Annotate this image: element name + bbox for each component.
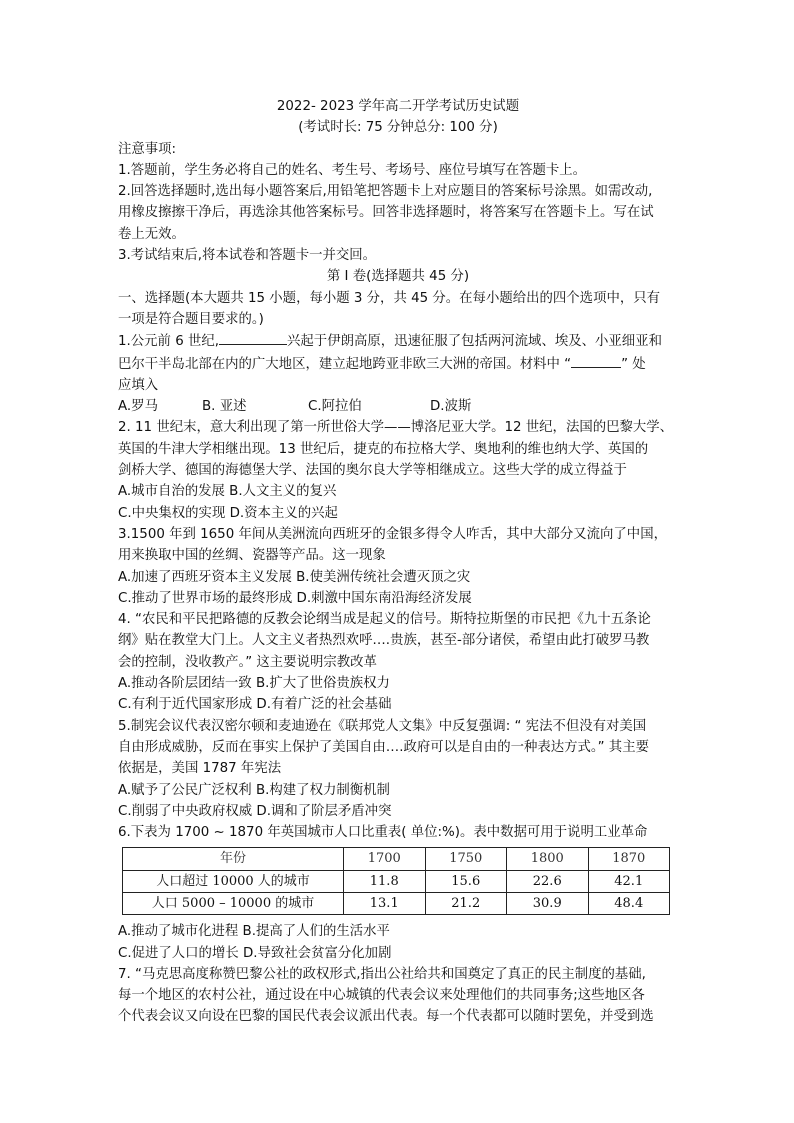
table-row <box>123 870 670 892</box>
question-1-line <box>118 330 678 352</box>
question-2-line: 剑桥大学、德国的海德堡大学、法国的奥尔良大学等相继成立。这些大学的成立得益于 <box>118 463 627 479</box>
question-5-line: 5.制宪会议代表汉密尔顿和麦迪逊在《联邦党人文集》中反复强调: “ 宪法不但没有对美国 <box>118 718 647 734</box>
question-4-options: C.有利于近代国家形成 D.有着广泛的社会基础 <box>118 697 392 713</box>
option-a: A.罗马 <box>118 399 158 415</box>
notice-line: 3.考试结束后,将本试卷和答题卡一并交回。 <box>118 248 377 264</box>
table-cell: 42.1 <box>588 870 670 892</box>
question-5-options: C.削弱了中央政府权威 D.调和了阶层矛盾冲突 <box>118 803 392 819</box>
question-3-options: C.推动了世界市场的最终形成 D.刺激中国东南沿海经济发展 <box>118 590 472 606</box>
question-6-options: C.促进了人口的增长 D.导致社会贫富分化加剧 <box>118 945 392 961</box>
option-d: D.波斯 <box>430 399 472 415</box>
answer-blank <box>219 330 287 345</box>
question-4-line: 4. “农民和平民把路德的反教会论纲当成是起义的信号。斯特拉斯堡的市民把《九十五条论 <box>118 612 651 628</box>
notice-line: 卷上无效。 <box>118 226 185 242</box>
question-5-line: 自由形成威胁，反而在事实上保护了美国自由….政府可以是自由的一种表达方式。” 其主要 <box>118 739 649 755</box>
table-header-cell: 1700 <box>344 848 426 870</box>
option-c: C.阿拉伯 <box>308 399 362 415</box>
table-cell: 人口 5000 – 10000 的城市 <box>123 892 344 914</box>
table-cell: 48.4 <box>588 892 670 914</box>
table-cell: 13.1 <box>344 892 426 914</box>
question-2-line: 2. 11 世纪末，意大利出现了第一所世俗大学——博洛尼亚大学。12 世纪，法国的巴黎大学、 <box>118 420 674 436</box>
question-text: 兴起于伊朗高原，迅速征服了包括两河流域、埃及、小亚细亚和 <box>287 334 662 350</box>
table-header-cell: 1800 <box>507 848 589 870</box>
population-table <box>122 847 670 915</box>
notice-line: 1.答题前，学生务必将自己的姓名、考生号、考场号、座位号填写在答题卡上。 <box>118 162 587 178</box>
notice-line: 用橡皮擦擦干净后，再选涂其他答案标号。回答非选择题时，将答案写在答题卡上。写在试 <box>118 205 654 221</box>
question-4-options: A.推动各阶层团结一致 B.扩大了世俗贵族权力 <box>118 676 390 692</box>
table-header-cell: 年份 <box>123 848 344 870</box>
table-header-cell: 1870 <box>588 848 670 870</box>
question-1-line: 应填入 <box>118 377 159 393</box>
section-title: 第 I 卷(选择题共 45 分) <box>326 269 470 285</box>
question-7-line: 个代表会议又向设在巴黎的国民代表会议派出代表。每一个代表都可以随时罢免，并受到选 <box>118 1009 654 1025</box>
answer-blank <box>571 353 621 368</box>
exam-subtitle: (考试时长: 75 分钟总分: 100 分) <box>298 120 498 136</box>
table-cell: 30.9 <box>507 892 589 914</box>
table-cell: 15.6 <box>425 870 507 892</box>
table-row <box>123 892 670 914</box>
question-4-line: 纲》贴在教堂大门上。人文主义者热烈欢呼….贵族，甚至-部分诸侯，希望由此打破罗马教 <box>118 633 650 649</box>
table-cell: 22.6 <box>507 870 589 892</box>
table-header-row <box>123 848 670 870</box>
table-cell: 11.8 <box>344 870 426 892</box>
exam-page <box>118 96 678 1028</box>
question-5-options: A.赋予了公民广泛权利 B.构建了权力制衡机制 <box>118 782 390 798</box>
notice-heading: 注意事项: <box>118 141 177 157</box>
question-text: 巴尔干半岛北部在内的广大地区，建立起地跨亚非欧三大洲的帝国。材料中 “ <box>118 356 572 372</box>
question-5-line: 依据是，美国 1787 年宪法 <box>118 761 282 777</box>
question-6-line: 6.下表为 1700 ~ 1870 年英国城市人口比重表( 单位:%)。表中数据可用于说明工业革命 <box>118 825 648 841</box>
question-3-options: A.加速了西班牙资本主义发展 B.使美洲传统社会遭灭顶之灾 <box>118 569 471 585</box>
question-1-line <box>118 353 678 375</box>
question-2-line: 英国的牛津大学相继出现。13 世纪后，捷克的布拉格大学、奥地利的维也纳大学、英国的 <box>118 441 649 457</box>
table-header-cell: 1750 <box>425 848 507 870</box>
notice-line: 2.回答选择题时,选出每小题答案后,用铅笔把答题卡上对应题目的答案标号涂黑。如需改动, <box>118 184 653 200</box>
question-2-options: C.中央集权的实现 D.资本主义的兴起 <box>118 505 338 521</box>
question-1-options <box>118 396 678 417</box>
option-b: B. 亚述 <box>202 399 247 415</box>
question-7-line: 每一个地区的农村公社，通过设在中心城镇的代表会议来处理他们的共同事务;这些地区各 <box>118 988 645 1004</box>
question-2-options: A.城市自治的发展 B.人文主义的复兴 <box>118 484 337 500</box>
question-3-line: 用来换取中国的丝绸、瓷器等产品。这一现象 <box>118 548 386 564</box>
question-text: ” 处 <box>621 356 646 372</box>
section-intro: 一、选择题(本大题共 15 小题，每小题 3 分，共 45 分。在每小题给出的四个选项中，只有 <box>118 290 661 306</box>
question-3-line: 3.1500 年到 1650 年间从美洲流向西班牙的金银多得令人咋舌，其中大部分又流向了中国， <box>118 526 667 542</box>
exam-title: 2022- 2023 学年高二开学考试历史试题 <box>276 99 520 114</box>
section-intro: 一项是符合题目要求的。) <box>118 311 264 327</box>
question-text: 1.公元前 6 世纪, <box>118 334 220 350</box>
table-cell: 人口超过 10000 人的城市 <box>123 870 344 892</box>
table-cell: 21.2 <box>425 892 507 914</box>
question-4-line: 会的控制，没收教产。” 这主要说明宗教改革 <box>118 654 377 670</box>
question-7-line: 7. “马克思高度称赞巴黎公社的政权形式,指出公社给共和国奠定了真正的民主制度的基础, <box>118 966 646 982</box>
question-6-options: A.推动了城市化进程 B.提高了人们的生活水平 <box>118 924 390 940</box>
